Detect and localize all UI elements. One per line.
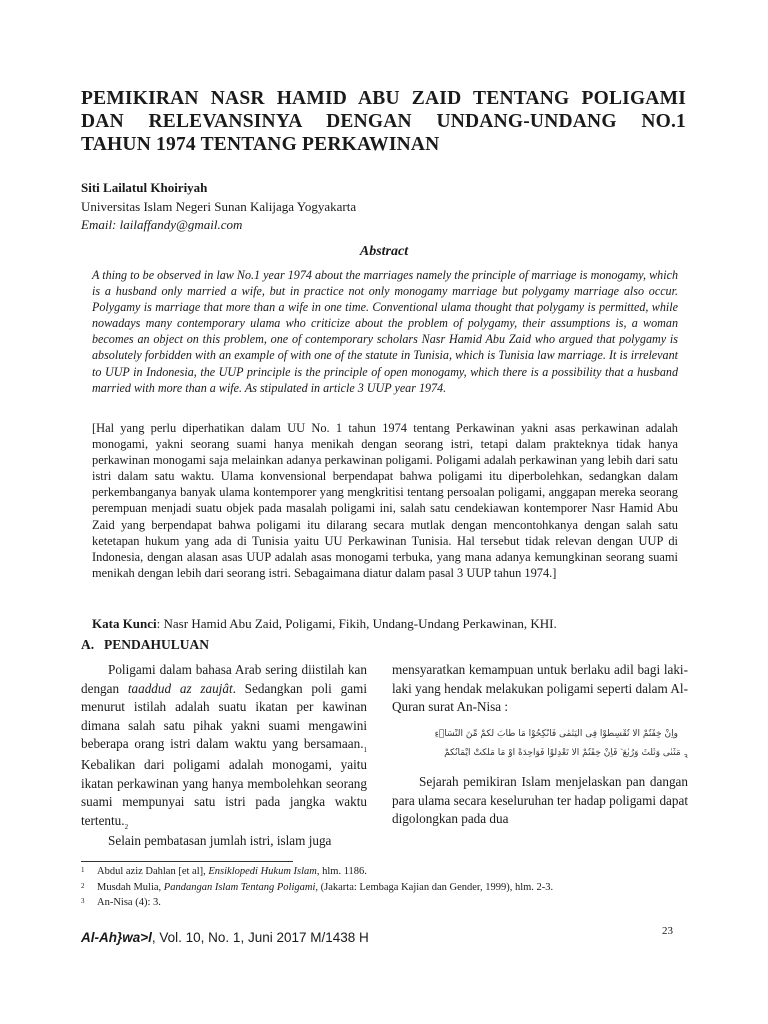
keywords-label: Kata Kunci <box>92 616 157 631</box>
footnote <box>81 895 681 911</box>
article-title <box>81 87 686 156</box>
title-line: TAHUN 1974 TENTANG PERKAWINAN <box>81 134 440 155</box>
book-title: Ensiklopedi Hukum Islam <box>208 866 317 877</box>
journal-issue: , Vol. 10, No. 1, Juni 2017 M/1438 H <box>151 930 369 945</box>
arabic-term: taaddud az zaujât <box>127 680 233 696</box>
footnote-number: 2 <box>81 881 85 890</box>
title-line: PEMIKIRAN NASR HAMID ABU ZAID TENTANG POLIGAMI <box>81 88 686 109</box>
abstract-indonesian: [Hal yang perlu diperhatikan dalam UU No. 1 tahun 1974 tentang Perkawinan yakni asas perkawinan adalah monogami, yakni seorang suami hanya menikah dengan seorang istri, tetapi dalam prakteknya tidak hanya perkawinan monogami saja melainkan adanya perkawinan poligami. Poligami adalah perkawinan yang lebih dari satu istri dalam satu waktu. Ulama konvensional berpendapat bahwa poligami itu diperbolehkan, sedangkan dalam perkembanganya banyak ulama kontemporer yang mengkritisi tentang persoalan poligami, anggapan mereka seorang perempuan menjadi suatu objek pada masalah poligami ini, salah satu cendekiawan kontemporer Nasr Hamid Abu Zaid yang berpendapat bahwa poligami itu dilarang secara mutlak dengan mencontohkanya dengan salah satu ketetapan hukum yang ada di Tunisia yaitu UU Perkawinan Tunisia. Hal tersebut tidak relevan dengan UUP di Indonesia, dengan alasan asas UUP adalah asas monogami terbuka, yang mana adanya kemungkinan seorang suami menikah dengan lebih dari seorang istri. Sebagaimana diatur dalam pasal 3 UUP tahun 1974.] <box>92 421 678 580</box>
text-run: An-Nisa (4): 3. <box>97 897 161 908</box>
abstract-english: A thing to be observed in law No.1 year 1974 about the marriages namely the principle of marriage is monogamy, which is a husband only married a wife, but in practice not only monogamy marriage but polygamy marriage also occur. Polygamy is marriage that more than a wife in one time. Conventional ulama thought that polygamy is permitted, while nowadays many contemporary ulama who criticize about the problem of polygamy, their assumptions is, a woman becomes an object on this problem, one of contemporary scholars Nasr Hamid Abu Zaid who argued that polygamy is absolutely forbidden with an example of with one of the statute in Tunisia, which is Tunisia law marriage. It is irrelevant to UUP in Indonesia, the UUP principle is the principle of open monogamy, which there is a possibility that a husband married with more than a wife. As stipulated in article 3 UUP year 1974. <box>92 268 678 395</box>
body-right-column <box>392 661 688 717</box>
footnote-divider <box>81 861 293 862</box>
body-paragraph <box>81 661 367 832</box>
text-run: Poligami dalam bahasa Arab sering diistilah kan dengan <box>81 662 367 696</box>
book-title: Pandangan Islam Tentang Poligami <box>163 881 316 893</box>
page-number: 23 <box>662 925 673 937</box>
section-number: A. <box>81 637 95 652</box>
footnote <box>81 864 681 880</box>
footnote-ref[interactable]: 3 <box>683 753 688 758</box>
keywords-text: : Nasr Hamid Abu Zaid, Poligami, Fikih, Undang-Undang Perkawinan, KHI. <box>156 616 557 631</box>
body-left-column <box>81 661 367 851</box>
footnote-number: 3 <box>81 897 85 905</box>
text-run: . Sedangkan poli gami menurut istilah adalah suatu ikatan per kawinan dimana salah satu pihak yakni suami mengawini beberapa orang istri dalam waktu yang bersamaan. <box>81 680 367 752</box>
author-email: Email: lailaffandy@gmail.com <box>81 217 243 232</box>
author-affiliation: Universitas Islam Negeri Sunan Kalijaga Yogyakarta <box>81 199 357 214</box>
author-name: Siti Lailatul Khoiriyah <box>81 180 208 195</box>
section-title: PENDAHULUAN <box>104 637 210 652</box>
body-paragraph: mensyaratkan kemampuan untuk berlaku adil bagi laki-laki yang hendak melakukan poligami seperti dalam Al-Quran surat An-Nisa : <box>392 662 688 715</box>
footnote-ref[interactable]: 2 <box>124 822 129 831</box>
journal-footer <box>81 930 369 945</box>
footnote-number: 1 <box>81 866 85 874</box>
footnotes <box>81 864 681 911</box>
keywords <box>92 616 678 632</box>
text-run: Abdul aziz Dahlan [et al], <box>97 866 209 877</box>
body-paragraph: Sejarah pemikiran Islam menjelaskan pan dangan para ulama secara keseluruhan ter hadap poligami dapat digolongkan pada dua <box>392 774 688 827</box>
journal-name: Al-Ah}wa>l <box>81 930 152 945</box>
section-heading <box>81 637 209 653</box>
text-run: , (Jakarta: Lembaga Kajian dan Gender, 1999), hlm. 2-3. <box>315 881 554 893</box>
text-run: مَثْنٰى وَثُلٰثَ وَرُبٰعَ ۚ فَاِنْ خِفْتُمْ اَلَّا تَعْدِلُوْا فَوَاحِدَةً اَوْ مَا مَلَكَتْ اَيْمَانُكُمْ <box>444 748 681 758</box>
footnote-ref[interactable]: 1 <box>363 746 367 755</box>
text-run: , hlm. 1186. <box>316 866 367 877</box>
text-run: Musdah Mulia, <box>97 881 164 893</box>
quran-verse-line: واِنْ خِفْتُمْ اَلَّا تُقْسِطُوْا فِى الْيَتٰمٰى فَانْكِحُوْا مَا طَابَ لَكُمْ مِّنَ النِّسَاۤءِ <box>434 729 678 739</box>
footnote <box>81 880 681 896</box>
body-paragraph: Selain pembatasan jumlah istri, islam juga <box>108 833 332 849</box>
text-run: Kebalikan dari poligami adalah monogami, yaitu ikatan perkawinan yang hanya membolehkan seorang suami mempunyai satu istri pada jangka waktu tertentu. <box>81 756 367 828</box>
title-line: DAN RELEVANSINYA DENGAN UNDANG-UNDANG NO.1 <box>81 111 686 132</box>
abstract-heading: Abstract <box>359 244 409 259</box>
quran-verse-line <box>392 748 688 758</box>
body-right-column-cont <box>392 773 688 829</box>
